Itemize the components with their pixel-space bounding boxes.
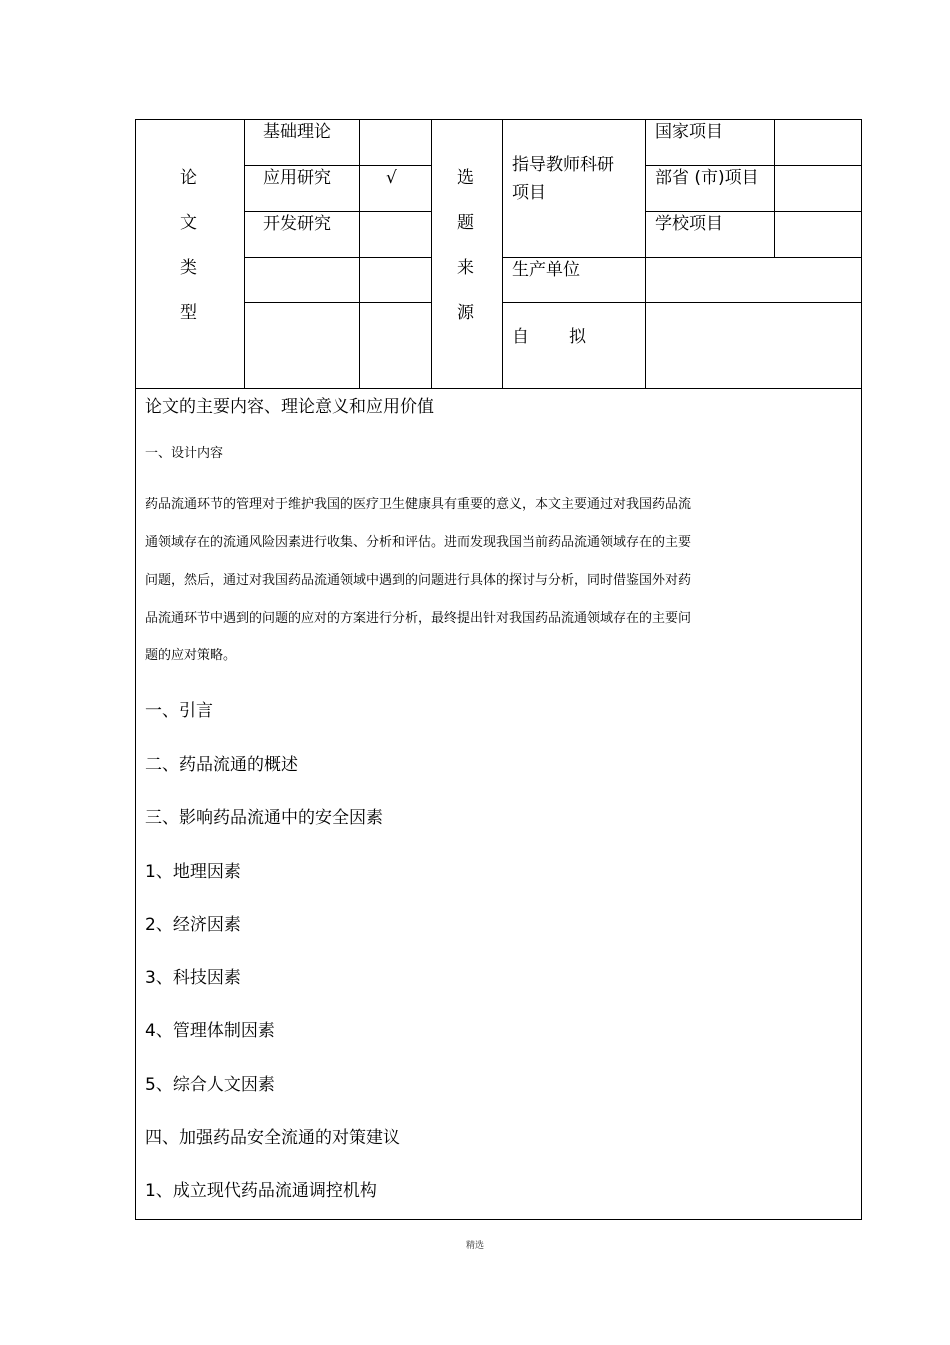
project-level-label: 部省 (市)项目 xyxy=(655,168,759,188)
page-footer: 精选 xyxy=(465,1241,484,1251)
header-char: 选 xyxy=(457,168,474,188)
outline-item: 4、管理体制因素 xyxy=(145,1021,275,1041)
paper-type-label: 应用研究 xyxy=(263,168,331,188)
header-char: 题 xyxy=(457,213,474,233)
paper-type-mark: √ xyxy=(386,168,397,188)
paragraph-line: 题的应对策略。 xyxy=(145,648,237,663)
content-heading: 论文的主要内容、理论意义和应用价值 xyxy=(145,397,434,417)
paragraph-line: 药品流通环节的管理对于维护我国的医疗卫生健康具有重要的意义，本文主要通过对我国药品流 xyxy=(145,497,692,512)
project-level-label: 学校项目 xyxy=(655,214,723,234)
self-proposed-char: 自 xyxy=(512,327,529,347)
project-level-label: 国家项目 xyxy=(655,122,723,142)
outline-item: 1、地理因素 xyxy=(145,862,241,882)
paper-type-label: 基础理论 xyxy=(263,122,331,142)
self-proposed-char: 拟 xyxy=(569,327,586,347)
outline-item: 二、药品流通的概述 xyxy=(145,755,298,775)
content-subheading: 一、设计内容 xyxy=(145,446,224,461)
divider xyxy=(502,302,861,303)
divider xyxy=(136,388,861,389)
advisor-project-label: 指导教师科研 xyxy=(512,155,614,175)
divider xyxy=(645,211,861,212)
outline-item: 2、经济因素 xyxy=(145,915,241,935)
paper-type-label: 开发研究 xyxy=(263,214,331,234)
paragraph-line: 品流通环节中遇到的问题的应对的方案进行分析，最终提出针对我国药品流通领域存在的主要问 xyxy=(145,611,692,626)
divider xyxy=(774,120,775,257)
header-char: 来 xyxy=(457,258,474,278)
self-proposed-label xyxy=(512,327,586,347)
divider xyxy=(244,257,431,258)
outline-item: 一、引言 xyxy=(145,701,213,721)
header-char: 文 xyxy=(180,213,197,233)
divider xyxy=(502,257,861,258)
divider xyxy=(359,120,360,388)
paragraph-line: 通领域存在的流通风险因素进行收集、分析和评估。进而发现我国当前药品流通领域存在的主要 xyxy=(145,535,692,550)
paragraph-line: 问题，然后，通过对我国药品流通领域中遇到的问题进行具体的探讨与分析，同时借鉴国外对药 xyxy=(145,573,692,588)
divider xyxy=(244,211,431,212)
divider xyxy=(431,120,432,388)
outline-item: 三、影响药品流通中的安全因素 xyxy=(145,808,383,828)
outline-item: 3、科技因素 xyxy=(145,968,241,988)
outline-item: 5、综合人文因素 xyxy=(145,1075,275,1095)
advisor-project-label: 项目 xyxy=(512,183,546,203)
divider xyxy=(645,120,646,388)
outline-item: 四、加强药品安全流通的对策建议 xyxy=(145,1128,400,1148)
header-char: 型 xyxy=(180,303,197,323)
outline-item: 1、成立现代药品流通调控机构 xyxy=(145,1181,377,1201)
divider xyxy=(244,302,431,303)
divider xyxy=(244,120,245,388)
header-char: 源 xyxy=(457,303,474,323)
header-char: 类 xyxy=(180,258,197,278)
thesis-form-table xyxy=(135,119,862,1220)
divider xyxy=(645,165,861,166)
header-char: 论 xyxy=(180,168,197,188)
divider xyxy=(502,120,503,388)
production-unit-label: 生产单位 xyxy=(512,260,580,280)
divider xyxy=(244,165,431,166)
